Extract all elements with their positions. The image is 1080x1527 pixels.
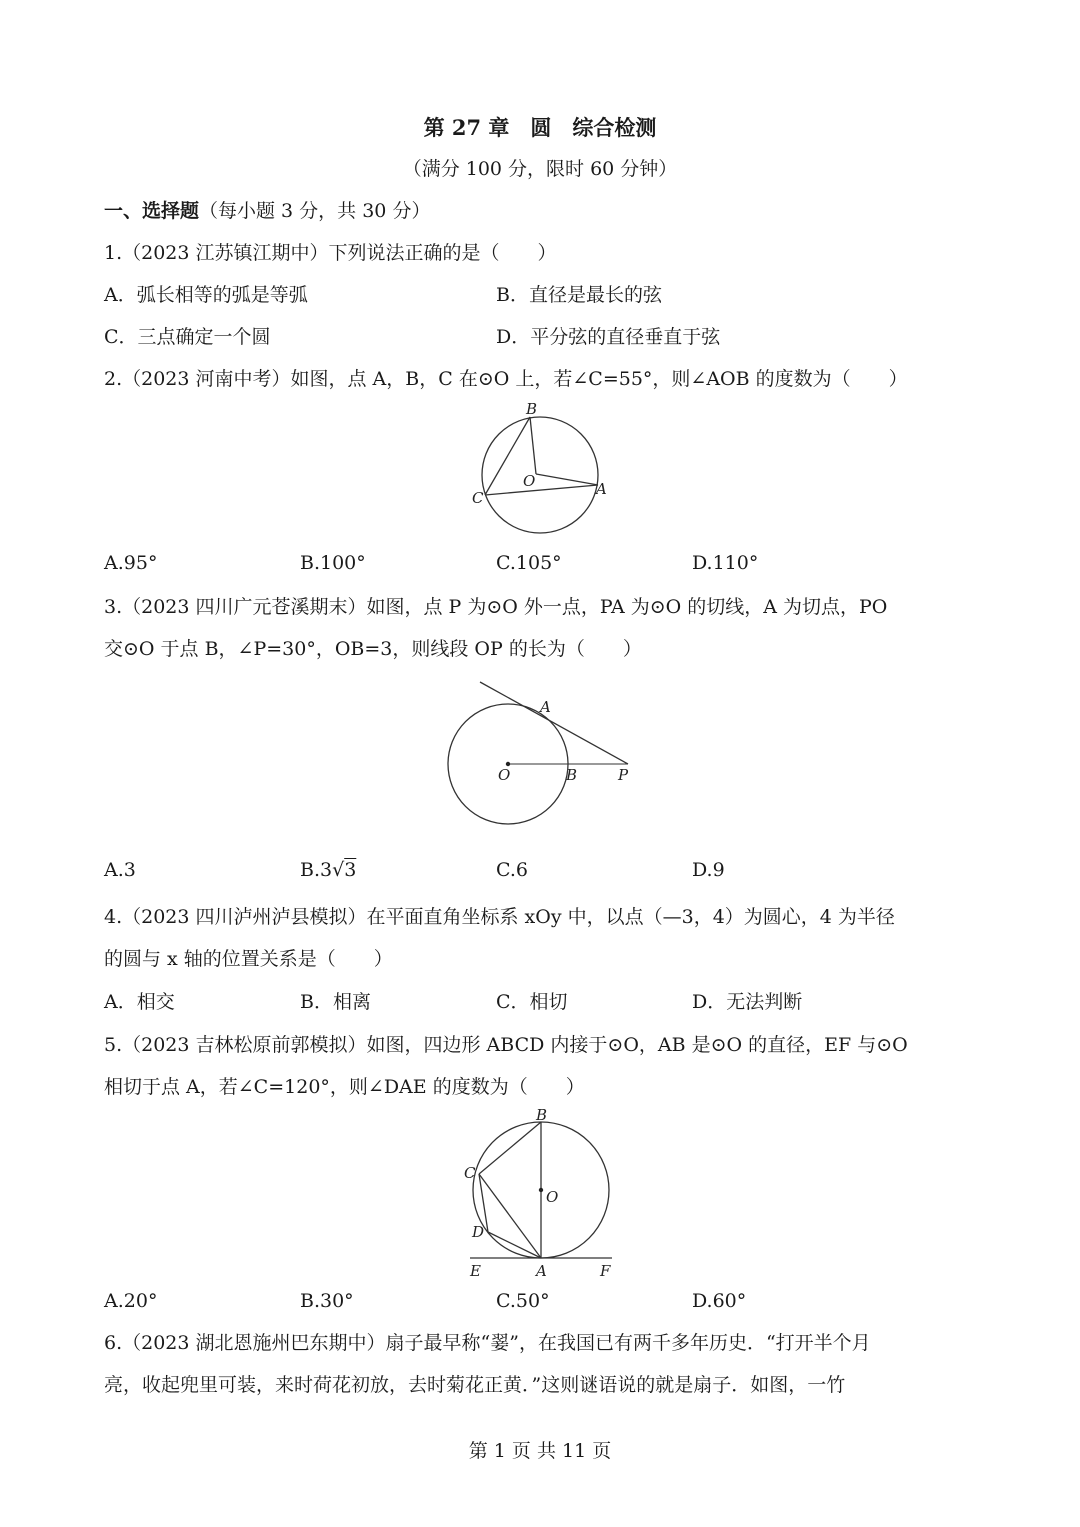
question-4-option-b: B．相离 xyxy=(300,991,371,1013)
question-1-option-b: B．直径是最长的弦 xyxy=(496,284,662,306)
section-heading-label: 一、选择题 xyxy=(104,200,200,222)
label-c: C xyxy=(472,489,484,507)
question-4-stem-line-1: 4.（2023 四川泸州泸县模拟）在平面直角坐标系 xOy 中，以点（—3，4）为圆心，4 为半径 xyxy=(104,906,895,928)
question-3-stem-line-1: 3.（2023 四川广元苍溪期末）如图，点 P 为⊙O 外一点，PA 为⊙O 的切线，A 为切点，PO xyxy=(104,596,888,618)
question-2-stem: 2.（2023 河南中考）如图，点 A，B，C 在⊙O 上，若∠C=55°，则∠AOB 的度数为（ ） xyxy=(104,368,908,390)
question-4-option-d: D．无法判断 xyxy=(692,991,803,1013)
label-b: B xyxy=(536,1106,548,1124)
question-3-option-a: A.3 xyxy=(104,859,136,881)
question-2-option-c: C.105° xyxy=(496,552,562,574)
question-1-option-c: C．三点确定一个圆 xyxy=(104,326,271,348)
segment-ca xyxy=(485,485,598,495)
question-4-option-a: A．相交 xyxy=(104,991,175,1013)
label-a: A xyxy=(540,698,551,716)
question-3-figure xyxy=(440,678,650,848)
segment-ob xyxy=(530,417,536,474)
segment-da xyxy=(488,1232,541,1258)
label-b: B xyxy=(566,766,578,784)
question-2-option-b: B.100° xyxy=(300,552,366,574)
segment-ca xyxy=(479,1174,541,1258)
page-title: 第 27 章 圆 综合检测 xyxy=(423,115,657,140)
section-heading xyxy=(104,198,430,224)
question-3-stem-line-2: 交⊙O 于点 B，∠P=30°，OB=3，则线段 OP 的长为（ ） xyxy=(104,638,642,660)
label-d: D xyxy=(472,1223,485,1241)
label-c: C xyxy=(464,1164,476,1182)
label-a: A xyxy=(596,480,607,498)
center-point-o xyxy=(539,1188,543,1192)
label-a: A xyxy=(536,1262,547,1280)
question-3-option-b xyxy=(300,857,356,883)
question-6-stem-line-1: 6.（2023 湖北恩施州巴东期中）扇子最早称“翣”，在我国已有两千多年历史．“打开半个月 xyxy=(104,1332,871,1354)
section-heading-note: （每小题 3 分，共 30 分） xyxy=(199,200,431,222)
question-2-figure xyxy=(460,400,630,540)
label-e: E xyxy=(470,1262,481,1280)
question-5-option-d: D.60° xyxy=(692,1290,747,1312)
question-3-option-b-text: B.3 xyxy=(300,859,333,881)
radicand: 3 xyxy=(344,859,357,881)
question-4-option-c: C．相切 xyxy=(496,991,568,1013)
label-b: B xyxy=(526,400,538,418)
label-o: O xyxy=(498,766,511,784)
tangent-line-pa xyxy=(480,682,628,764)
question-4-stem-line-2: 的圆与 x 轴的位置关系是（ ） xyxy=(104,948,393,970)
question-5-stem-line-1: 5.（2023 吉林松原前郭模拟）如图，四边形 ABCD 内接于⊙O，AB 是⊙O 的直径，EF 与⊙O xyxy=(104,1034,908,1056)
question-5-option-a: A.20° xyxy=(104,1290,158,1312)
question-1-option-a: A．弧长相等的弧是等弧 xyxy=(104,284,308,306)
segment-oa xyxy=(536,474,598,485)
question-3-option-c: C.6 xyxy=(496,859,528,881)
question-5-figure xyxy=(460,1104,630,1282)
label-p: P xyxy=(618,766,629,784)
question-5-option-c: C.50° xyxy=(496,1290,550,1312)
page-subtitle: （满分 100 分，限时 60 分钟） xyxy=(402,158,678,180)
question-1-option-d: D．平分弦的直径垂直于弦 xyxy=(496,326,721,348)
question-2-option-a: A.95° xyxy=(104,552,158,574)
question-1-stem: 1.（2023 江苏镇江期中）下列说法正确的是（ ） xyxy=(104,242,557,264)
question-3-option-d: D.9 xyxy=(692,859,725,881)
label-f: F xyxy=(600,1262,611,1280)
question-6-stem-line-2: 亮，收起兜里可装，来时荷花初放，去时菊花正黄．”这则谜语说的就是扇子．如图，一竹 xyxy=(104,1374,846,1396)
label-o: O xyxy=(546,1188,559,1206)
question-5-option-b: B.30° xyxy=(300,1290,354,1312)
question-2-option-d: D.110° xyxy=(692,552,759,574)
radical-sign: √ xyxy=(332,859,345,881)
page-footer: 第 1 页 共 11 页 xyxy=(468,1440,612,1462)
question-5-stem-line-2: 相切于点 A，若∠C=120°，则∠DAE 的度数为（ ） xyxy=(104,1076,585,1098)
label-o: O xyxy=(523,472,536,490)
